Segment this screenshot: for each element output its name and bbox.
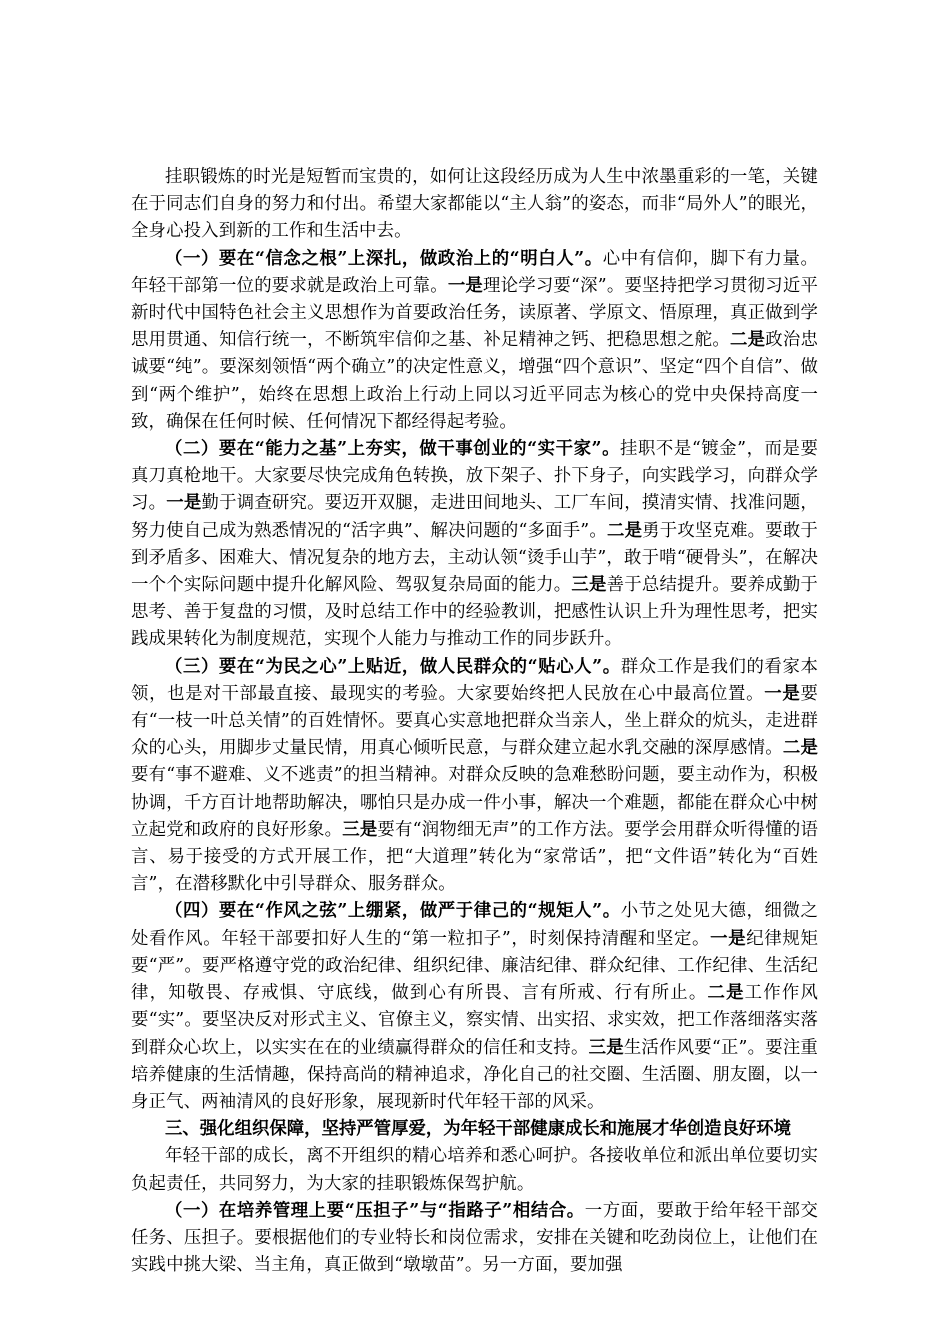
bold-ordinal: 一是 <box>764 683 801 704</box>
paragraph-text: 政治忠诚要“纯”。要深刻领悟“两个确立”的决定性意义，增强“四个意识”、坚定“四个自信”、做到“两个维护”，始终在思想上政治上行动上同以习近平同志为核心的党中央保持高度一致，确保在任何时候、任何情况下都经得起考验。 <box>131 330 818 432</box>
paragraph-lead-heading: （一）要在“信念之根”上深扎，做政治上的“明白人”。 <box>165 248 603 269</box>
paragraph-text: 要有“一枝一叶总关情”的百姓情怀。要真心实意地把群众当亲人，坐上群众的炕头，走进群众的心头，用脚步丈量民情，用真心倾听民意，与群众建立起水乳交融的深厚感情。 <box>131 683 818 759</box>
paragraph-lead-heading: （一）在培养管理上要“压担子”与“指路子”相结合。 <box>165 1200 585 1221</box>
paragraph-text: 挂职锻炼的时光是短暂而宝贵的，如何让这段经历成为人生中浓墨重彩的一笔，关键在于同志们自身的努力和付出。希望大家都能以“主人翁”的姿态，而非“局外人”的眼光，全身心投入到新的工作和生活中去。 <box>131 167 818 242</box>
paragraph-text: 群众工作是我们的看家本领，也是对干部最直接、最现实的考验。大家要始终把人民放在心中最高位置。 <box>131 656 818 704</box>
paragraph-text: 要有“润物细无声”的工作方法。要学会用群众听得懂的语言、易于接受的方式开展工作，把“大道理”转化为“家常话”，把“文件语”转化为“百姓言”，在潜移默化中引导群众、服务群众。 <box>131 819 818 895</box>
section-heading: 三、强化组织保障，坚持严管厚爱，为年轻干部健康成长和施展才华创造良好环境 <box>165 1119 792 1140</box>
paragraph-lead-heading: （四）要在“作风之弦”上绷紧，做严于律己的“规矩人”。 <box>165 901 621 922</box>
paragraph-text: 工作作风要“实”。要坚决反对形式主义、官僚主义，察实情、出实招、求实效，把工作落细落实落到群众心坎上，以实实在在的业绩赢得群众的信任和支持。 <box>131 983 818 1058</box>
paragraph-intro <box>131 164 818 246</box>
paragraph-text: 挂职不是“镀金”，而是要真刀真枪地干。大家要尽快完成角色转换，放下架子、扑下身子，向实践学习，向群众学习。 <box>131 439 818 514</box>
document-body <box>131 164 818 1279</box>
bold-ordinal: 一是 <box>710 928 747 949</box>
bold-ordinal: 三是 <box>342 819 378 840</box>
paragraph-p2 <box>131 436 818 654</box>
paragraph-text: 心中有信仰，脚下有力量。年轻干部第一位的要求就是政治上可靠。 <box>131 248 818 296</box>
paragraph-p5 <box>131 1143 818 1197</box>
bold-ordinal: 二是 <box>606 520 643 541</box>
paragraph-text: 勤于调查研究。要迈开双腿，走进田间地头、工厂车间，摸清实情、找准问题，努力使自己成为熟悉情况的“活字典”、解决问题的“多面手”。 <box>131 493 818 541</box>
paragraph-lead-heading: （三）要在“为民之心”上贴近，做人民群众的“贴心人”。 <box>165 656 621 677</box>
paragraph-p4 <box>131 898 818 1116</box>
bold-ordinal: 三是 <box>588 1037 624 1058</box>
paragraph-text: 一方面，要敢于给年轻干部交任务、压担子。要根据他们的专业特长和岗位需求，安排在关键和吃劲岗位上，让他们在实践中挑大梁、当主角，真正做到“墩墩苗”。另一方面，要加强 <box>131 1200 819 1276</box>
paragraph-text: 勇于攻坚克难。要敢于到矛盾多、困难大、情况复杂的地方去，主动认领“烫手山芋”，敢于啃“硬骨头”，在解决一个个实际问题中提升化解风险、驾驭复杂局面的能力。 <box>131 520 818 596</box>
paragraph-text: 年轻干部的成长，离不开组织的精心培养和悉心呵护。各接收单位和派出单位要切实负起责任，共同努力，为大家的挂职锻炼保驾护航。 <box>131 1146 818 1194</box>
paragraph-text: 纪律规矩要“严”。要严格遵守党的政治纪律、组织纪律、廉洁纪律、群众纪律、工作纪律、生活纪律，知敬畏、存戒惧、守底线，做到心有所畏、言有所戒、行有所止。 <box>131 928 818 1004</box>
paragraph-text: 要有“事不避难、义不逃责”的担当精神。对群众反映的急难愁盼问题，要主动作为，积极协调，千方百计地帮助解决，哪怕只是办成一件小事，解决一个难题，都能在群众心中树立起党和政府的良好形象。 <box>131 765 818 840</box>
bold-ordinal: 三是 <box>571 575 607 596</box>
bold-ordinal: 一是 <box>166 493 202 514</box>
bold-ordinal: 二是 <box>729 330 766 351</box>
paragraph-p1 <box>131 246 818 436</box>
paragraph-text: 生活作风要“正”。要注重培养健康的生活情趣，保持高尚的精神追求，净化自己的社交圈、生活圈、朋友圈，以一身正气、两袖清风的良好形象，展现新时代年轻干部的风采。 <box>131 1037 818 1112</box>
bold-ordinal: 二是 <box>707 983 745 1004</box>
paragraph-text: 理论学习要“深”。要坚持把学习贯彻习近平新时代中国特色社会主义思想作为首要政治任务，读原著、学原文、悟原理，真正做到学思用贯通、知信行统一，不断筑牢信仰之基、补足精神之钙、把稳思想之舵。 <box>131 275 818 351</box>
paragraph-p6 <box>131 1198 818 1280</box>
paragraph-text: 善于总结提升。要养成勤于思考、善于复盘的习惯，及时总结工作中的经验教训，把感性认识上升为理性思考，把实践成果转化为制度规范，实现个人能力与推动工作的同步跃升。 <box>131 575 818 650</box>
paragraph-p3 <box>131 654 818 899</box>
paragraph-lead-heading: （二）要在“能力之基”上夯实，做干事创业的“实干家”。 <box>165 439 621 460</box>
bold-ordinal: 一是 <box>447 275 484 296</box>
bold-ordinal: 二是 <box>782 738 818 759</box>
paragraph-text: 小节之处见大德，细微之处看作风。年轻干部要扣好人生的“第一粒扣子”，时刻保持清醒和坚定。 <box>131 901 818 949</box>
